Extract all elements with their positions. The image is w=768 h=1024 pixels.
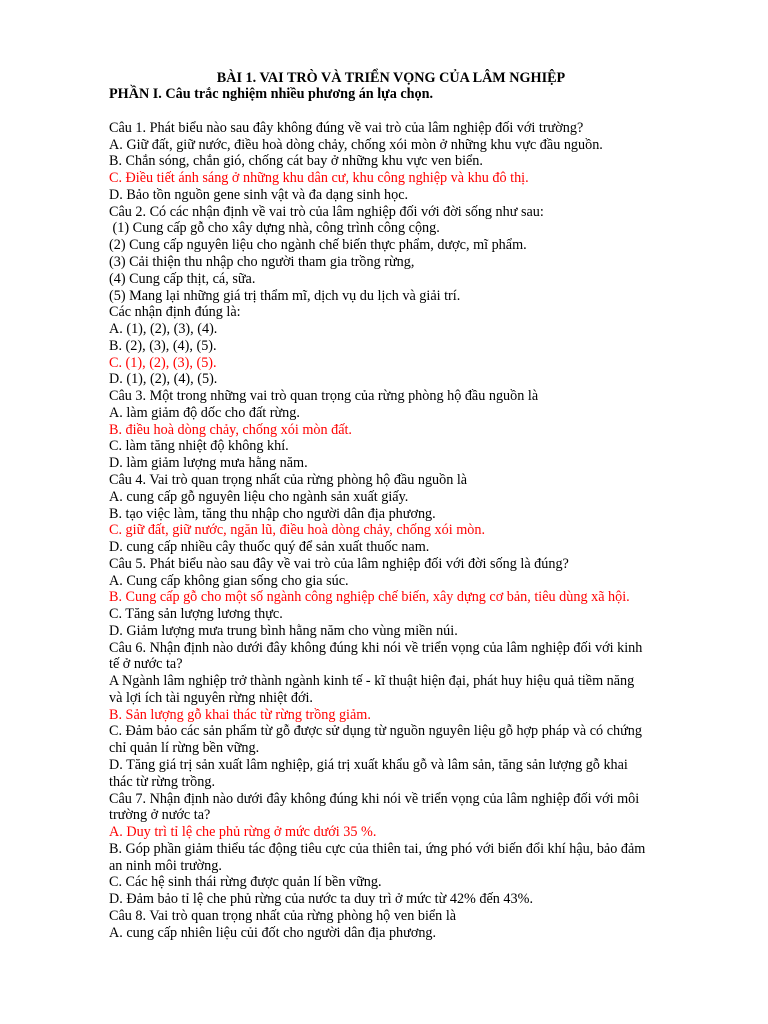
option-line: D. Bảo tồn nguồn gene sinh vật và đa dạng sinh học. [109,186,409,203]
option-d [109,623,673,640]
question-4 [109,472,673,556]
statement-3: (3) Cải thiện thu nhập cho người tham gia trồng rừng, [109,254,415,271]
question-stem: Câu 5. Phát biểu nào sau đây về vai trò của lâm nghiệp đối với đời sống là đúng? [109,555,569,572]
option-line: A. cung cấp nhiên liệu củi đốt cho người dân địa phương. [109,924,437,941]
option-line: C. Điều tiết ánh sáng ở những khu dân cư, khu công nghiệp và khu đô thị. [109,170,529,187]
question-8 [109,908,673,942]
option-c [109,170,673,187]
option-d [109,539,673,556]
option-line: C. giữ đất, giữ nước, ngăn lũ, điều hoà dòng chảy, chống xói mòn. [109,522,486,539]
question-stem: Câu 4. Vai trò quan trọng nhất của rừng phòng hộ đầu nguồn là [109,471,468,488]
option-c [109,874,673,891]
option-line: B. Chắn sóng, chắn gió, chống cát bay ở những khu vực ven biển. [109,153,483,170]
lesson-title: BÀI 1. VAI TRÒ VÀ TRIỂN VỌNG CỦA LÂM NGHIỆP [216,69,566,86]
question-stem-continued: trường ở nước ta? [109,807,211,824]
option-line: D. Đảm bảo tỉ lệ che phủ rừng của nước ta duy trì ở mức từ 42% đến 43%. [109,891,533,908]
option-line: thác từ rừng trồng. [109,773,215,790]
option-line: C. làm tăng nhiệt độ không khí. [109,438,289,455]
question-stem: Câu 7. Nhận định nào dưới đây không đúng khi nói về triển vọng của lâm nghiệp đối với môi [109,790,640,807]
option-b [109,506,673,523]
question-7 [109,791,673,908]
option-line: B. điều hoà dòng chảy, chống xói mòn đất. [109,421,352,438]
option-line: A. cung cấp gỗ nguyên liệu cho ngành sản xuất giấy. [109,488,409,505]
question-1 [109,120,673,204]
question-6 [109,640,673,791]
option-b [109,589,673,606]
option-c [109,522,673,539]
option-b [109,841,673,875]
statement-2: (2) Cung cấp nguyên liệu cho ngành chế biến thực phẩm, dược, mĩ phẩm. [109,237,527,254]
option-line: C. Tăng sản lượng lương thực. [109,606,283,623]
option-line: B. Góp phần giảm thiểu tác động tiêu cực của thiên tai, ứng phó với biến đổi khí hậu, bảo đảm [109,840,646,857]
question-2 [109,204,673,388]
option-a [109,673,673,707]
option-line: an ninh môi trường. [109,857,222,874]
option-line: A. Cung cấp không gian sống cho gia súc. [109,572,349,589]
option-line: A Ngành lâm nghiệp trở thành ngành kinh tế - kĩ thuật hiện đại, phát huy hiệu quả tiềm năng [109,673,635,690]
statement-5: (5) Mang lại những giá trị thẩm mĩ, dịch vụ du lịch và giải trí. [109,287,461,304]
section-heading: PHẦN I. Câu trắc nghiệm nhiều phương án lựa chọn. [109,86,434,103]
option-line: B. tạo việc làm, tăng thu nhập cho người dân địa phương. [109,505,436,522]
question-5 [109,556,673,640]
option-d [109,187,673,204]
option-a [109,489,673,506]
question-3 [109,388,673,472]
option-b [109,707,673,724]
option-line: C. (1), (2), (3), (5). [109,354,217,371]
option-line: B. Sản lượng gỗ khai thác từ rừng trồng giảm. [109,706,371,723]
option-line: D. (1), (2), (4), (5). [109,371,218,388]
question-stem: Câu 1. Phát biểu nào sau đây không đúng về vai trò của lâm nghiệp đối với trường? [109,119,584,136]
option-b [109,153,673,170]
question-stem: Câu 8. Vai trò quan trọng nhất của rừng phòng hộ ven biển là [109,907,457,924]
option-a [109,137,673,154]
option-d [109,455,673,472]
statement-4: (4) Cung cấp thịt, cá, sữa. [109,270,256,287]
option-line: chỉ quản lí rừng bền vững. [109,740,260,757]
option-d [109,371,673,388]
option-c [109,606,673,623]
option-d [109,891,673,908]
option-line: A. Duy trì tỉ lệ che phủ rừng ở mức dưới 35 %. [109,824,377,841]
statement-1: (1) Cung cấp gỗ cho xây dựng nhà, công trình công cộng. [109,220,440,237]
option-a [109,824,673,841]
option-line: A. (1), (2), (3), (4). [109,321,218,338]
option-line: và lợi ích tài nguyên rừng nhiệt đới. [109,689,313,706]
blank-line [109,103,673,120]
question-stem-continued: tế ở nước ta? [109,656,183,673]
question-stem: Câu 3. Một trong những vai trò quan trọng của rừng phòng hộ đầu nguồn là [109,388,539,405]
option-line: B. (2), (3), (4), (5). [109,337,217,354]
option-d [109,757,673,791]
option-a [109,321,673,338]
option-b [109,338,673,355]
option-line: C. Các hệ sinh thái rừng được quản lí bền vững. [109,874,382,891]
option-a [109,405,673,422]
question-stem: Câu 6. Nhận định nào dưới đây không đúng khi nói về triển vọng của lâm nghiệp đối với kinh [109,639,643,656]
question-stem: Câu 2. Có các nhận định về vai trò của lâm nghiệp đối với đời sống như sau: [109,203,544,220]
option-b [109,422,673,439]
option-a [109,925,673,942]
document-body [109,70,673,942]
option-c [109,723,673,757]
question-prompt: Các nhận định đúng là: [109,304,241,321]
option-line: D. cung cấp nhiều cây thuốc quý để sản xuất thuốc nam. [109,539,430,556]
option-line: B. Cung cấp gỗ cho một số ngành công nghiệp chế biến, xây dựng cơ bản, tiêu dùng xã hội. [109,589,630,606]
option-line: C. Đảm bảo các sản phẩm từ gỗ được sử dụng từ nguồn nguyên liệu gỗ hợp pháp và có chứng [109,723,642,740]
option-line: D. Giảm lượng mưa trung bình hằng năm cho vùng miền núi. [109,622,458,639]
option-line: D. làm giảm lượng mưa hằng năm. [109,455,308,472]
option-line: D. Tăng giá trị sản xuất lâm nghiệp, giá trị xuất khẩu gỗ và lâm sản, tăng sản lượng gỗ khai [109,756,628,773]
option-c [109,355,673,372]
option-line: A. Giữ đất, giữ nước, điều hoà dòng chảy, chống xói mòn ở những khu vực đầu nguồn. [109,136,603,153]
option-a [109,573,673,590]
option-line: A. làm giảm độ dốc cho đất rừng. [109,404,300,421]
option-c [109,438,673,455]
